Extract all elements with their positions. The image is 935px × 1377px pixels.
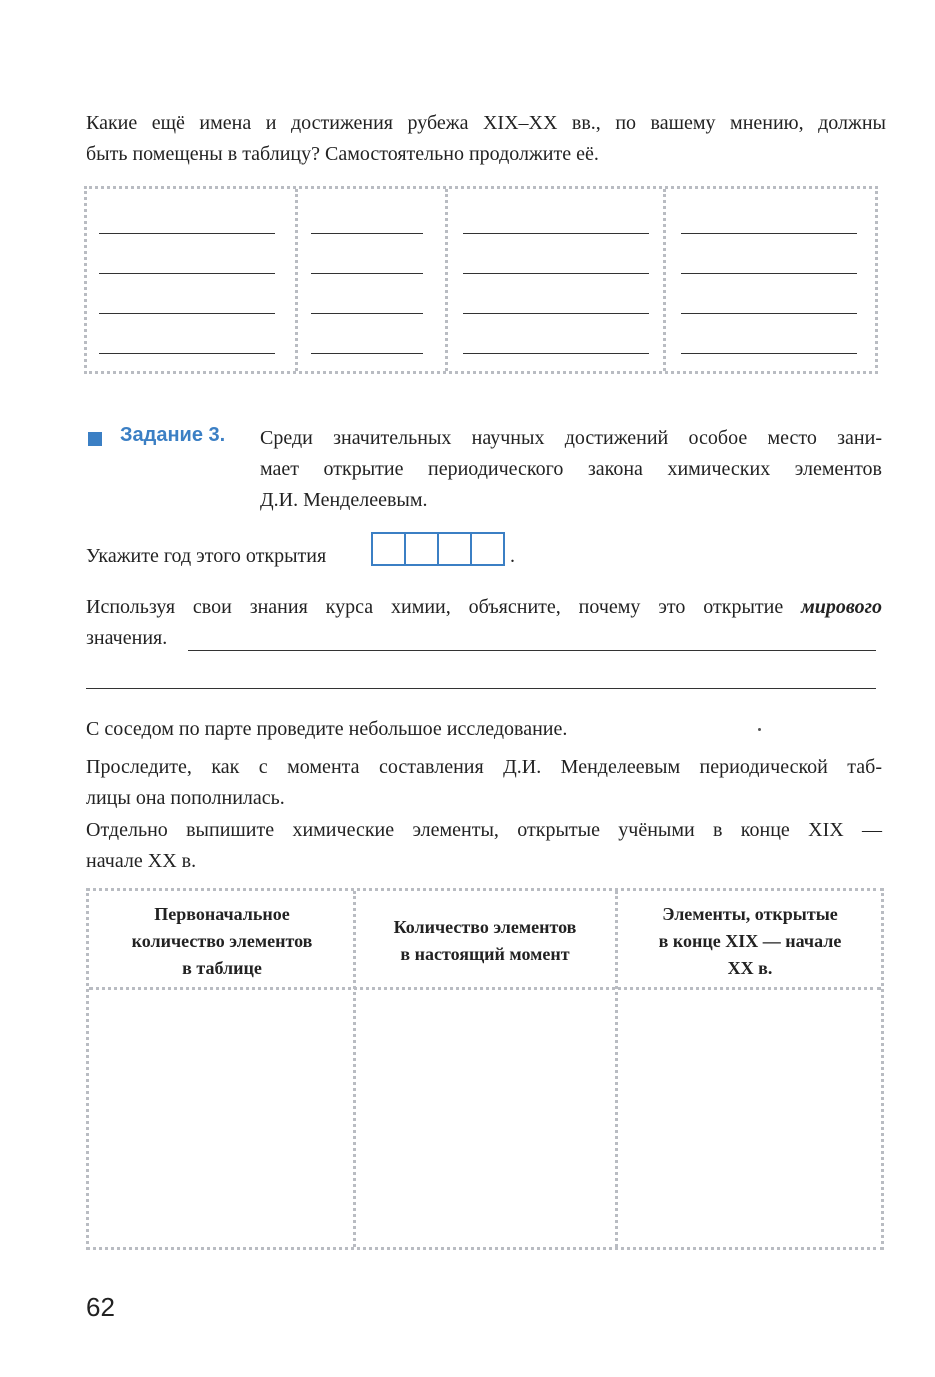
intro-text [86, 108, 886, 170]
header-text-line: в конце XIX — начале [658, 930, 842, 951]
intro-line-2: быть помещены в таблицу? Самостоятельно продолжите её. [86, 143, 599, 165]
header-text-line: XX в. [727, 957, 773, 978]
header-text-line: в настоящий момент [400, 944, 570, 964]
year-digit-box[interactable] [406, 534, 439, 564]
answer-line[interactable] [463, 273, 649, 274]
year-digit-box[interactable] [472, 534, 503, 564]
header-text-line: Первоначальное [154, 903, 290, 924]
year-digit-box[interactable] [373, 534, 406, 564]
answer-line[interactable] [681, 353, 857, 354]
header-text-line: Элементы, открытые [662, 903, 838, 924]
explain-emphasis: мирового [801, 596, 882, 618]
list-line-2: начале XX в. [86, 850, 197, 872]
explain-answer-line[interactable] [188, 650, 876, 651]
cell-discovered-elements[interactable] [619, 991, 881, 1243]
answer-line[interactable] [463, 233, 649, 234]
trace-text [86, 752, 882, 814]
explain-line-2: значения. [86, 627, 168, 649]
intro-line-1: Какие ещё имена и достижения рубежа XIX–XX вв., по вашему мнению, должны [86, 112, 886, 134]
task-label: Задание 3. [120, 424, 226, 446]
answer-line[interactable] [311, 313, 423, 314]
year-prompt: Укажите год этого открытия [86, 545, 327, 567]
answer-line[interactable] [311, 273, 423, 274]
fill-table-divider [295, 189, 298, 371]
answer-line[interactable] [463, 313, 649, 314]
answer-line[interactable] [463, 353, 649, 354]
elements-table-header-separator [89, 987, 881, 990]
explain-answer-line[interactable] [86, 688, 876, 689]
year-suffix: . [510, 545, 515, 567]
fill-table-divider [445, 189, 448, 371]
explain-line-1 [86, 592, 882, 623]
elements-table-divider [615, 891, 618, 1247]
task-text [260, 423, 882, 516]
answer-line[interactable] [681, 313, 857, 314]
trace-line-1: Проследите, как с момента составления Д.И. Менделеевым периодической таб- [86, 756, 882, 778]
header-text-line: в таблице [182, 957, 262, 978]
header-current-count [357, 897, 613, 985]
cell-initial-count[interactable] [93, 991, 351, 1243]
header-text-line: количество элементов [131, 930, 313, 951]
answer-line[interactable] [99, 353, 275, 354]
task-line-3: Д.И. Менделеевым. [260, 489, 428, 511]
task-line-2: мает открытие периодического закона химических элементов [260, 458, 882, 480]
trace-line-2: лицы она пополнилась. [86, 787, 285, 809]
cell-current-count[interactable] [357, 991, 613, 1243]
explain-text [86, 592, 882, 654]
stray-dot [758, 728, 761, 731]
task-line-1: Среди значительных научных достижений особое место зани- [260, 427, 882, 449]
answer-line[interactable] [681, 233, 857, 234]
answer-line[interactable] [681, 273, 857, 274]
page-number: 62 [86, 1292, 115, 1322]
answer-line[interactable] [311, 353, 423, 354]
answer-line[interactable] [99, 273, 275, 274]
fill-table-divider [663, 189, 666, 371]
year-digit-box[interactable] [439, 534, 472, 564]
elements-table-divider [353, 891, 356, 1247]
year-input-boxes[interactable] [371, 532, 505, 566]
list-line-1: Отдельно выпишите химические элементы, открытые учёными в конце XIX — [86, 819, 882, 841]
answer-line[interactable] [99, 233, 275, 234]
task-square-icon [88, 432, 102, 446]
explain-before: Используя свои знания курса химии, объясните, почему это открытие [86, 596, 802, 618]
research-line: С соседом по парте проведите небольшое исследование. [86, 718, 568, 740]
header-initial-count [93, 897, 351, 985]
answer-line[interactable] [311, 233, 423, 234]
list-text [86, 815, 882, 877]
header-discovered-elements [619, 897, 881, 985]
header-text-line: Количество элементов [393, 917, 577, 937]
elements-table [86, 888, 884, 1250]
answer-line[interactable] [99, 313, 275, 314]
fill-in-table [84, 186, 878, 374]
